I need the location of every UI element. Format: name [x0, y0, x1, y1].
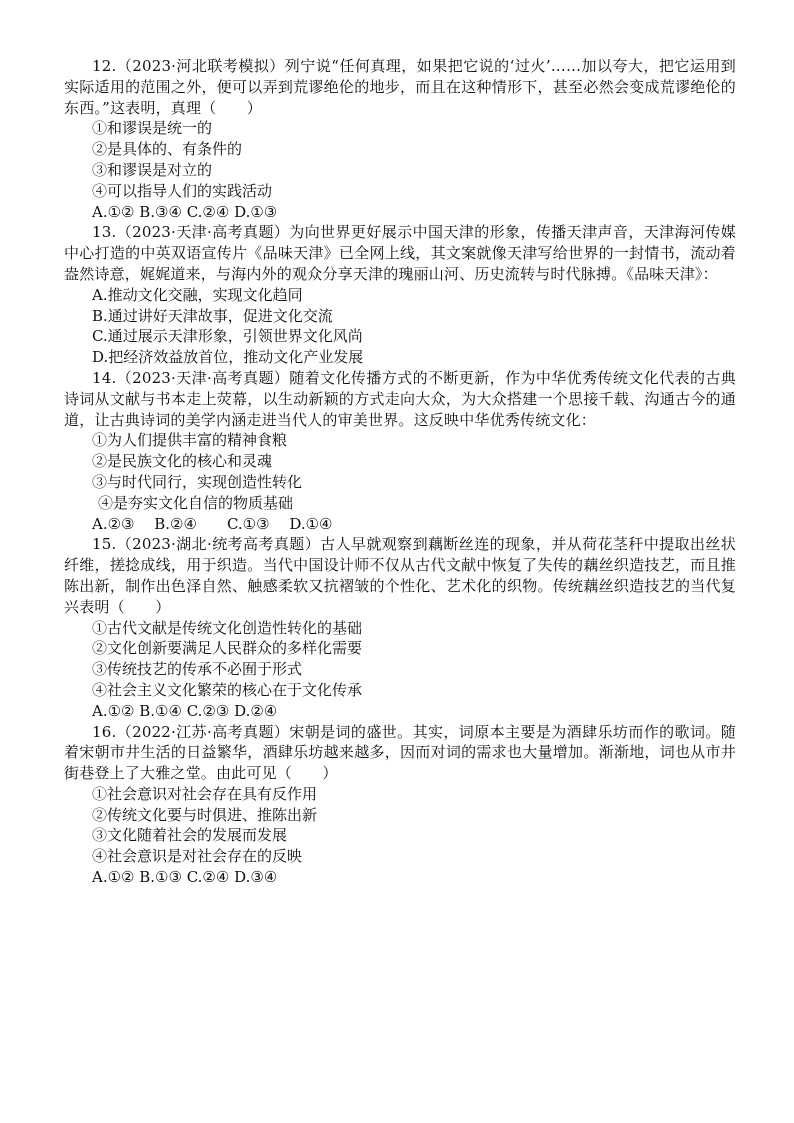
question-stem: 12.（2023·河北联考模拟）列宁说“任何真理，如果把它说的‘过火’……加以夸大，把它运用到实际适用的范围之外，便可以弄到荒谬绝伦的地步，而且在这种情形下，甚至必然会变成荒谬绝伦的东西。”这表明，真理（ ） — [64, 57, 736, 117]
option-item: ②文化创新要满足人民群众的多样化需要 — [92, 639, 363, 658]
question-stem: 16.（2022·江苏·高考真题）宋朝是词的盛世。其实，词原本主要是为酒肆乐坊而作的歌词。随着宋朝市井生活的日益繁华，酒肆乐坊越来越多，因而对词的需求也大量增加。渐渐地，词也从市井街巷登上了大雅之堂。由此可见（ ） — [64, 722, 736, 783]
option-item: C.通过展示天津形象，引领世界文化风尚 — [92, 327, 363, 346]
question-15 — [64, 534, 736, 721]
answer-choices: A.①② B.①③ C.②④ D.③④ — [92, 868, 278, 887]
option-item: ④社会意识是对社会存在的反映 — [92, 847, 303, 866]
option-item: ②传统文化要与时俱进、推陈出新 — [92, 805, 318, 824]
option-item: ①古代文献是传统文化创造性转化的基础 — [92, 618, 363, 637]
option-item: ②是具体的、有条件的 — [92, 140, 243, 159]
answer-choices: A.①② B.③④ C.②④ D.①③ — [92, 202, 278, 221]
question-16 — [64, 722, 736, 888]
question-list — [64, 56, 736, 888]
question-14 — [64, 368, 736, 534]
question-12 — [64, 56, 736, 222]
option-item: ④是夯实文化自信的物质基础 — [98, 493, 294, 512]
answer-choices: A.②③ B.②④ C.①③ D.①④ — [92, 514, 333, 533]
option-item: A.推动文化交融，实现文化趋同 — [92, 285, 303, 304]
question-stem: 14.（2023·天津·高考真题）随着文化传播方式的不断更新，作为中华优秀传统文化代表的古典诗词从文献与书本走上荧幕，以生动新颖的方式走向大众，为大众搭建一个思接千载、沟通古今的通道，让古典诗词的美学内涵走进当代人的审美世界。这反映中华优秀传统文化： — [64, 368, 736, 429]
question-13 — [64, 222, 736, 368]
option-item: ③与时代同行，实现创造性转化 — [92, 472, 303, 491]
option-item: ①社会意识对社会存在具有反作用 — [92, 784, 318, 803]
option-item: ①为人们提供丰富的精神食粮 — [92, 431, 288, 450]
question-stem: 15.（2023·湖北·统考高考真题）古人早就观察到藕断丝连的现象，并从荷花茎秆中提取出丝状纤维，搓捻成线，用于织造。当代中国设计师不仅从古代文献中恢复了失传的藕丝织造技艺，而且推陈出新，制作出色泽自然、触感柔软又抗褶皱的个性化、艺术化的织物。传统藕丝织造技艺的当代复兴表明（ ） — [64, 535, 736, 616]
question-stem: 13.（2023·天津·高考真题）为向世界更好展示中国天津的形象，传播天津声音，天津海河传媒中心打造的中英双语宣传片《品味天津》已全网上线，其文案就像天津写给世界的一封情书，流动着盎然诗意，娓娓道来，与海内外的观众分享天津的瑰丽山河、历史流转与时代脉搏。《品味天津》： — [64, 223, 736, 283]
option-item: D.把经济效益放首位，推动文化产业发展 — [92, 348, 364, 367]
answer-choices: A.①② B.①④ C.②③ D.②④ — [92, 701, 278, 720]
option-item: B.通过讲好天津故事，促进文化交流 — [92, 306, 333, 325]
option-item: ④可以指导人们的实践活动 — [92, 181, 273, 200]
option-item: ②是民族文化的核心和灵魂 — [92, 452, 273, 471]
option-item: ③和谬误是对立的 — [92, 160, 213, 179]
option-item: ③传统技艺的传承不必囿于形式 — [92, 660, 303, 679]
option-item: ①和谬误是统一的 — [92, 119, 213, 138]
option-item: ③文化随着社会的发展而发展 — [92, 826, 288, 845]
option-item: ④社会主义文化繁荣的核心在于文化传承 — [92, 680, 363, 699]
